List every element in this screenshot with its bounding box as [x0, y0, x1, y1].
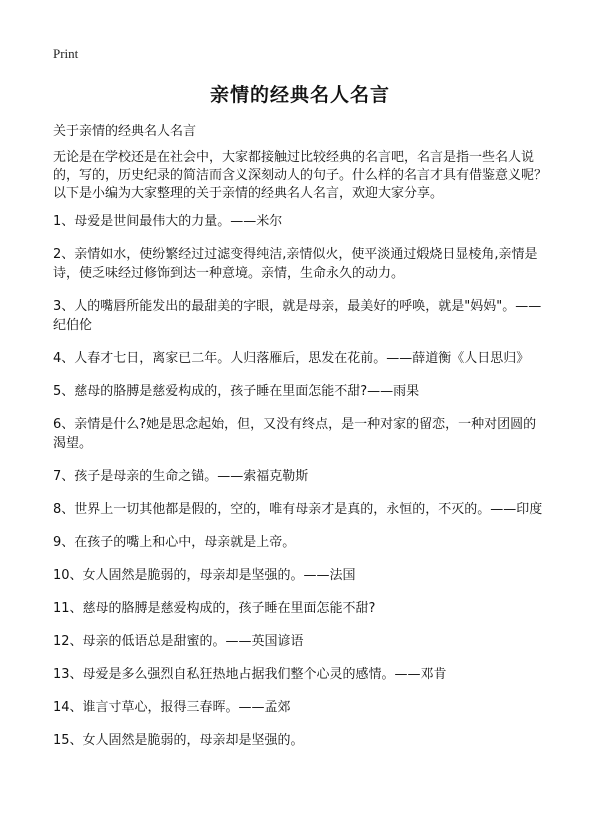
quote-item: 6、亲情是什么?她是思念起始，但，又没有终点，是一种对家的留恋，一种对团圆的渴望。	[53, 417, 537, 451]
quote-item: 8、世界上一切其他都是假的，空的，唯有母亲才是真的，永恒的，不灭的。——印度	[53, 502, 543, 517]
intro-paragraph: 无论是在学校还是在社会中，大家都接触过比较经典的名言吧，名言是指一些名人说的，写的，历史纪录的简洁而含义深刻动人的句子。什么样的名言才具有借鉴意义呢？以下是小编为大家整理的关于亲情的经典名人名言，欢迎大家分享。	[53, 150, 548, 201]
quote-item: 13、母爱是多么强烈自私狂热地占据我们整个心灵的感情。——邓肯	[53, 667, 447, 682]
quote-item: 2、亲情如水，使纷繁经过过滤变得纯洁,亲情似火，使平淡通过煅烧日显棱角,亲情是诗，使乏味经过修饰到达一种意境。亲情，生命永久的动力。	[53, 247, 538, 281]
quote-item: 4、人春才七日，离家已二年。人归落雁后，思发在花前。——薛道衡《人日思归》	[53, 351, 530, 366]
page-title: 亲情的经典名人名言	[209, 84, 390, 106]
quote-item: 9、在孩子的嘴上和心中，母亲就是上帝。	[53, 535, 296, 550]
quote-item: 1、母爱是世间最伟大的力量。——米尔	[53, 214, 283, 229]
quote-item: 15、女人固然是脆弱的，母亲却是坚强的。	[53, 733, 304, 748]
quote-item: 12、母亲的低语总是甜蜜的。——英国谚语	[53, 634, 304, 649]
quote-list	[53, 212, 549, 764]
quote-item: 10、女人固然是脆弱的，母亲却是坚强的。——法国	[53, 568, 356, 583]
quote-item: 3、人的嘴唇所能发出的最甜美的字眼，就是母亲，最美好的呼唤，就是"妈妈"。——纪伯伦	[53, 299, 542, 333]
quote-item: 5、慈母的胳膊是慈爱构成的，孩子睡在里面怎能不甜?——雨果	[53, 384, 420, 399]
quote-item: 14、谁言寸草心，报得三春晖。——孟郊	[53, 700, 291, 715]
quote-item: 11、慈母的胳膊是慈爱构成的，孩子睡在里面怎能不甜?	[53, 601, 376, 616]
print-link[interactable]: Print	[53, 46, 79, 61]
quote-item: 7、孩子是母亲的生命之锚。——索福克勒斯	[53, 469, 309, 484]
document-subtitle: 关于亲情的经典名人名言	[53, 124, 197, 139]
